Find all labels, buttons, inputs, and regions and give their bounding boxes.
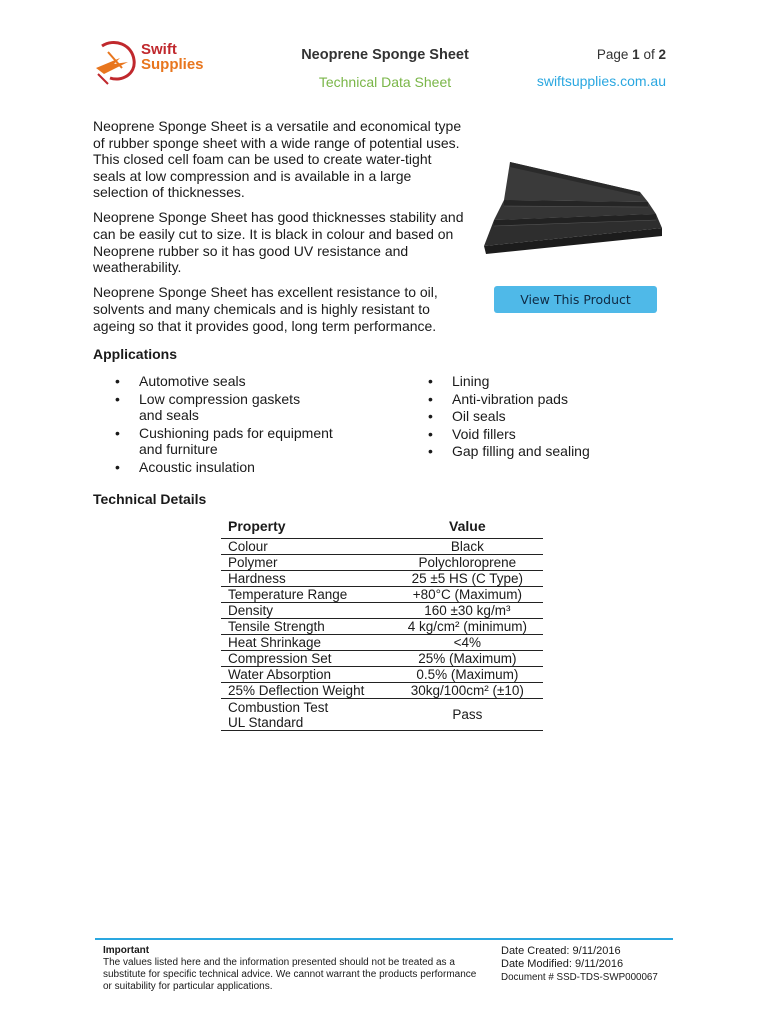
applications-list-right: [406, 373, 666, 461]
property-cell: Hardness: [221, 571, 392, 587]
intro-paragraph: Neoprene Sponge Sheet has good thicknesses stability and can be easily cut to size. It is black in colour and based on Neoprene rubber so it has good UV resistance and weatherability.: [93, 209, 464, 276]
intro-paragraph: Neoprene Sponge Sheet is a versatile and economical type of rubber sponge sheet with a wide range of potential uses. This closed cell foam can be used to create water-tight seals at low compression and is available in a large selection of thicknesses.: [93, 118, 462, 201]
logo-wordmark: [141, 42, 204, 72]
view-product-button[interactable]: View This Product: [494, 286, 657, 313]
property-cell: Water Absorption: [221, 667, 392, 683]
table-row: [221, 571, 543, 587]
page-label: Page: [596, 47, 629, 62]
document-metadata: [501, 945, 676, 984]
value-cell: Black: [392, 539, 543, 555]
list-item: • Low compression gaskets and seals: [93, 391, 393, 424]
value-cell: 0.5% (Maximum): [392, 667, 543, 683]
property-cell: Polymer: [221, 555, 392, 571]
column-header-property: Property: [221, 515, 392, 539]
table-header-row: [221, 515, 543, 539]
table-row: [221, 699, 543, 731]
value-cell: +80°C (Maximum): [392, 587, 543, 603]
logo-line2: Supplies: [141, 56, 204, 73]
swift-bird-icon: [92, 38, 144, 88]
page-of: of: [643, 47, 655, 62]
list-item: • Automotive seals: [93, 373, 393, 389]
document-subtitle: Technical Data Sheet: [318, 74, 452, 90]
footer-important-label: Important: [103, 945, 150, 956]
product-image: [480, 150, 670, 260]
list-item: • Anti-vibration pads: [406, 391, 666, 407]
table-row: [221, 651, 543, 667]
page-total: 2: [658, 47, 666, 62]
list-item: • Oil seals: [406, 408, 666, 424]
property-cell: Temperature Range: [221, 587, 392, 603]
table-row: [221, 587, 543, 603]
list-item: • Acoustic insulation: [93, 459, 393, 475]
list-item: • Cushioning pads for equipment and furniture: [93, 425, 393, 458]
technical-table: [221, 515, 543, 731]
property-cell: Heat Shrinkage: [221, 635, 392, 651]
applications-heading: Applications: [93, 346, 178, 362]
intro-paragraph: Neoprene Sponge Sheet has excellent resistance to oil, solvents and many chemicals and is highly resistant to ageing so that it provides good, long term performance.: [93, 284, 438, 334]
value-cell: Polychloroprene: [392, 555, 543, 571]
value-cell: 30kg/100cm² (±10): [392, 683, 543, 699]
page-current: 1: [632, 47, 640, 62]
property-cell: Compression Set: [221, 651, 392, 667]
value-cell: <4%: [392, 635, 543, 651]
property-cell: Combustion Test UL Standard: [221, 699, 392, 731]
intro-text: [93, 118, 465, 343]
list-item: • Gap filling and sealing: [406, 443, 666, 459]
document-number: Document # SSD-TDS-SWP000067: [501, 972, 658, 983]
property-cell: Density: [221, 603, 392, 619]
table-row: [221, 603, 543, 619]
table-row: [221, 619, 543, 635]
date-created: Date Created: 9/11/2016: [501, 945, 621, 957]
list-item: • Void fillers: [406, 426, 666, 442]
value-cell: 25 ±5 HS (C Type): [392, 571, 543, 587]
logo-line1: Swift: [141, 41, 177, 58]
website-link[interactable]: swiftsupplies.com.au: [536, 73, 666, 89]
table-row: [221, 635, 543, 651]
table-row: [221, 683, 543, 699]
date-modified: Date Modified: 9/11/2016: [501, 958, 624, 970]
applications-list-left: [93, 373, 393, 476]
page-indicator: [560, 47, 666, 62]
list-item: • Lining: [406, 373, 666, 389]
technical-details-heading: Technical Details: [93, 491, 207, 507]
table-row: [221, 539, 543, 555]
document-title: Neoprene Sponge Sheet: [301, 47, 469, 63]
value-cell: Pass: [392, 699, 543, 731]
property-cell: Tensile Strength: [221, 619, 392, 635]
footer-disclaimer: The values listed here and the information presented should not be treated as a substitute for specific technical advice. We cannot warrant the products performance or suitability for particular applications.: [103, 957, 477, 993]
property-cell: Colour: [221, 539, 392, 555]
value-cell: 25% (Maximum): [392, 651, 543, 667]
column-header-value: Value: [392, 515, 543, 539]
footer-divider: [95, 938, 673, 940]
property-cell: 25% Deflection Weight: [221, 683, 392, 699]
value-cell: 160 ±30 kg/m³: [392, 603, 543, 619]
value-cell: 4 kg/cm² (minimum): [392, 619, 543, 635]
table-row: [221, 555, 543, 571]
table-row: [221, 667, 543, 683]
